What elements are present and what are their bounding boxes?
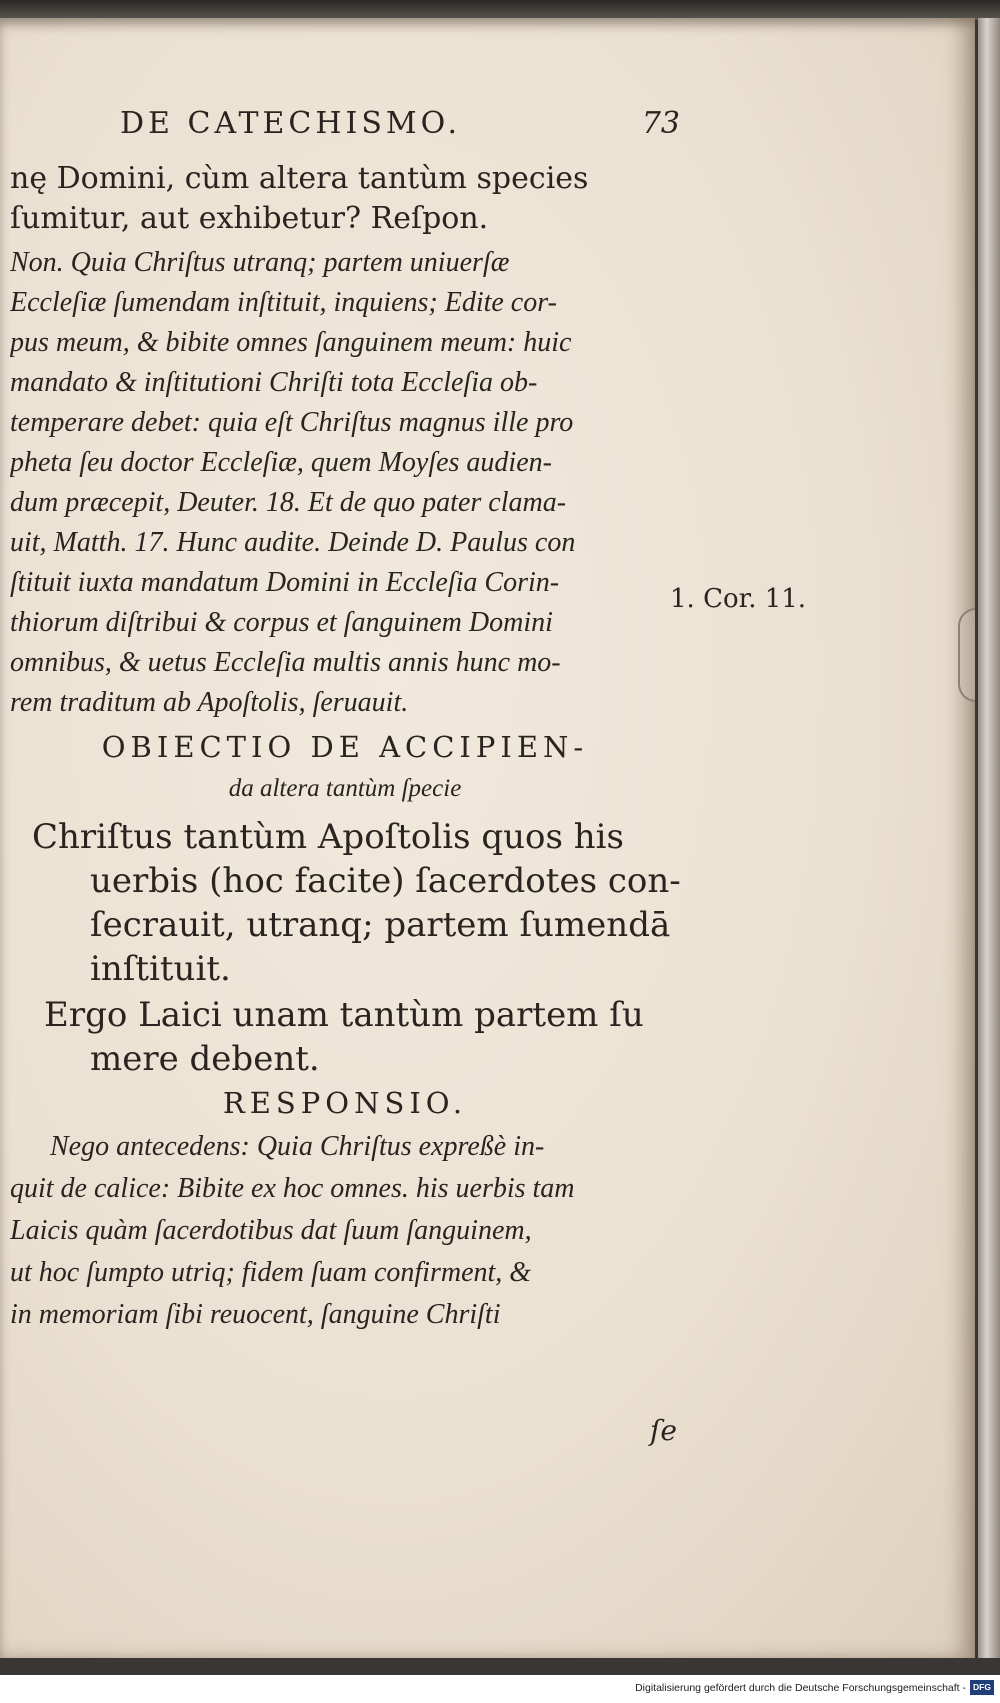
book-spine-edge bbox=[978, 18, 1000, 1658]
dfg-logo-badge: DFG bbox=[970, 1680, 994, 1695]
objection-line: ſecrauit, utranq; partem ſumendā bbox=[90, 905, 671, 945]
body-line: uit, Matth. 17. Hunc audite. Deinde D. Paulus con bbox=[10, 527, 576, 558]
response-line: Laicis quàm ſacerdotibus dat ſuum ſanguinem, bbox=[10, 1215, 532, 1246]
book-page bbox=[0, 18, 975, 1658]
response-heading: RESPONSIO. bbox=[222, 1086, 468, 1120]
objection-line: uerbis (hoc facite) ſacerdotes con- bbox=[90, 861, 681, 901]
body-line: thiorum diſtribui & corpus et ſanguinem Domini bbox=[10, 607, 553, 638]
body-line: rem traditum ab Apoſtolis, ſeruauit. bbox=[10, 687, 409, 718]
body-line: temperare debet: quia eſt Chriſtus magnus ille pro bbox=[10, 407, 574, 438]
response-line: quit de calice: Bibite ex hoc omnes. his uerbis tam bbox=[10, 1173, 575, 1204]
body-line: pheta ſeu doctor Eccleſiæ, quem Moyſes audien- bbox=[10, 447, 552, 478]
digitization-footer bbox=[0, 1675, 1000, 1703]
body-line: pus meum, & bibite omnes ſanguinem meum: huic bbox=[10, 327, 572, 358]
objection-heading: OBIECTIO DE ACCIPIEN- bbox=[101, 730, 589, 764]
page-clip-ribbon bbox=[958, 608, 975, 702]
response-line: in memoriam ſibi reuocent, ſanguine Chriſti bbox=[10, 1299, 501, 1330]
objection-line: mere debent. bbox=[90, 1039, 320, 1079]
body-line: dum præcepit, Deuter. 18. Et de quo pater clama- bbox=[10, 487, 567, 518]
scan-top-edge bbox=[0, 0, 1000, 20]
objection-line: Ergo Laici unam tantùm partem ſu bbox=[44, 995, 644, 1035]
catchword: ſe bbox=[650, 1414, 677, 1447]
running-head-title: DE CATECHISMO. bbox=[120, 106, 461, 141]
body-line: Eccleſiæ ſumendam inſtituit, inquiens; Edite cor- bbox=[10, 287, 557, 318]
body-line: Non. Quia Chriſtus utranq; partem uniuerſæ bbox=[10, 247, 510, 278]
objection-subheading: da altera tantùm ſpecie bbox=[228, 775, 462, 802]
body-line: mandato & inſtitutioni Chriſti tota Eccleſia ob- bbox=[10, 367, 538, 398]
margin-reference: 1. Cor. 11. bbox=[670, 584, 807, 614]
body-line: ſumitur, aut exhibetur? Reſpon. bbox=[10, 201, 489, 236]
objection-line: Chriſtus tantùm Apoſtolis quos his bbox=[32, 817, 624, 857]
body-line: nę Domini, cùm altera tantùm species bbox=[10, 161, 589, 196]
response-line: Nego antecedens: Quia Chriſtus expreßè in- bbox=[50, 1131, 545, 1162]
body-line: ſtituit iuxta mandatum Domini in Eccleſia Corin- bbox=[10, 567, 560, 598]
objection-line: inſtituit. bbox=[90, 949, 231, 989]
body-line: omnibus, & uetus Eccleſia multis annis hunc mo- bbox=[10, 647, 561, 678]
page-number: 73 bbox=[641, 106, 680, 141]
funding-credit: Digitalisierung gefördert durch die Deutsche Forschungsgemeinschaft - bbox=[635, 1682, 966, 1694]
response-line: ut hoc ſumpto utriq; fidem ſuam confirment, & bbox=[10, 1257, 532, 1288]
